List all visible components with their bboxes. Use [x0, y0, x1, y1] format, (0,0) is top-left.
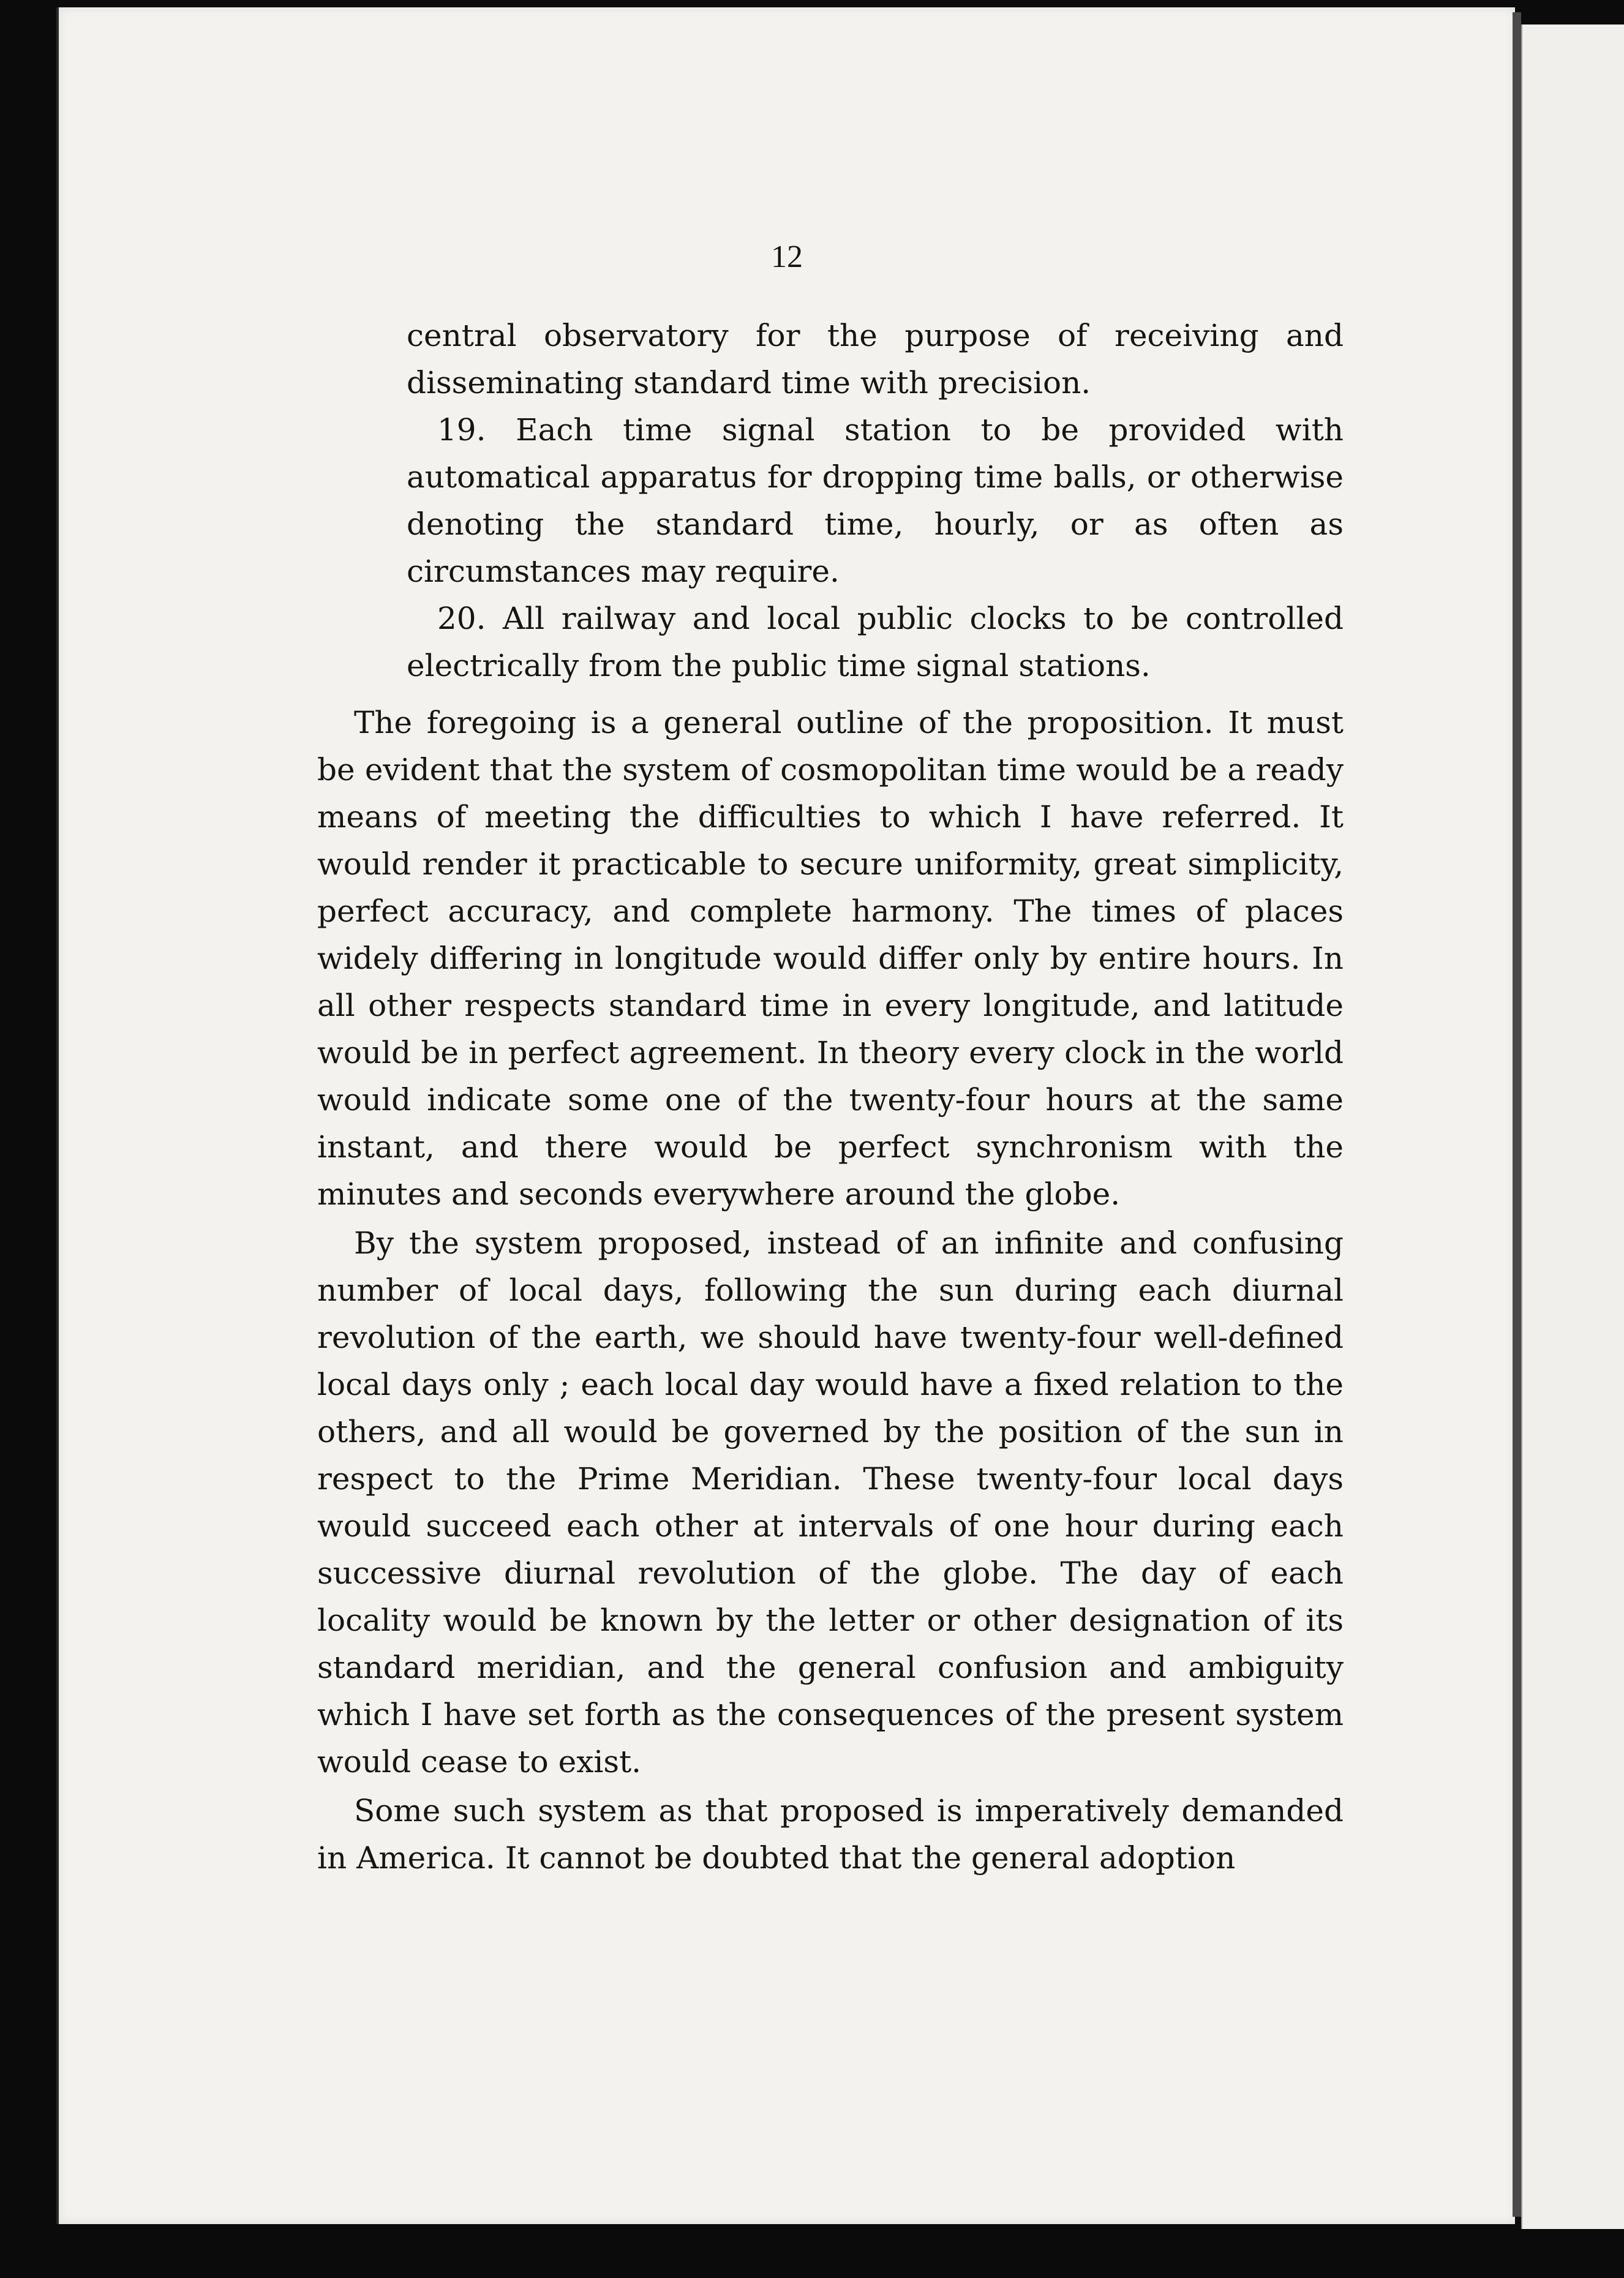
- page-number: 12: [771, 239, 803, 274]
- numbered-items: [407, 312, 1344, 690]
- paragraph-some-such-system: Some such system as that proposed is imperatively demanded in America. It cannot be doubted that the general adoption: [317, 1793, 1344, 1876]
- book-page: [56, 7, 1515, 2224]
- item-continuation: central observatory for the purpose of receiving and disseminating standard time with precision.: [407, 318, 1344, 400]
- adjacent-page-edge: [1521, 24, 1624, 2229]
- paragraph-system-proposed: By the system proposed, instead of an infinite and confusing number of local days, following the sun during each diurnal revolution of the earth, we should have twenty-four well-defined local days only ; each local day would have a fixed relation to the others, and all would be governed by the position of the sun in respect to the Prime Meridian. These twenty-four local days would succeed each other at intervals of one hour during each successive diurnal revolution of the globe. The day of each locality would be known by the letter or other designation of its standard meridian, and the general confusion and ambiguity which I have set forth as the consequences of the present system would cease to exist.: [317, 1225, 1344, 1780]
- page-edge-shadow: [1513, 12, 1521, 2217]
- item-19: 19. Each time signal station to be provided with automatical apparatus for dropping time balls, or otherwise denoting the standard time, hourly, or as often as circumstances may require.: [407, 412, 1344, 589]
- item-20: 20. All railway and local public clocks to be controlled electrically from the public time signal stations.: [407, 601, 1344, 683]
- body-text: [317, 699, 1344, 1884]
- paragraph-foregoing: The foregoing is a general outline of the proposition. It must be evident that the system of cosmopolitan time would be a ready means of meeting the difficulties to which I have referred. It would render it practicable to secure uniformity, great simplicity, perfect accuracy, and complete harmony. The times of places widely differing in longitude would differ only by entire hours. In all other respects standard time in every longitude, and latitude would be in perfect agreement. In theory every clock in the world would indicate some one of the twenty-four hours at the same instant, and there would be perfect synchronism with the minutes and seconds everywhere around the globe.: [317, 705, 1344, 1212]
